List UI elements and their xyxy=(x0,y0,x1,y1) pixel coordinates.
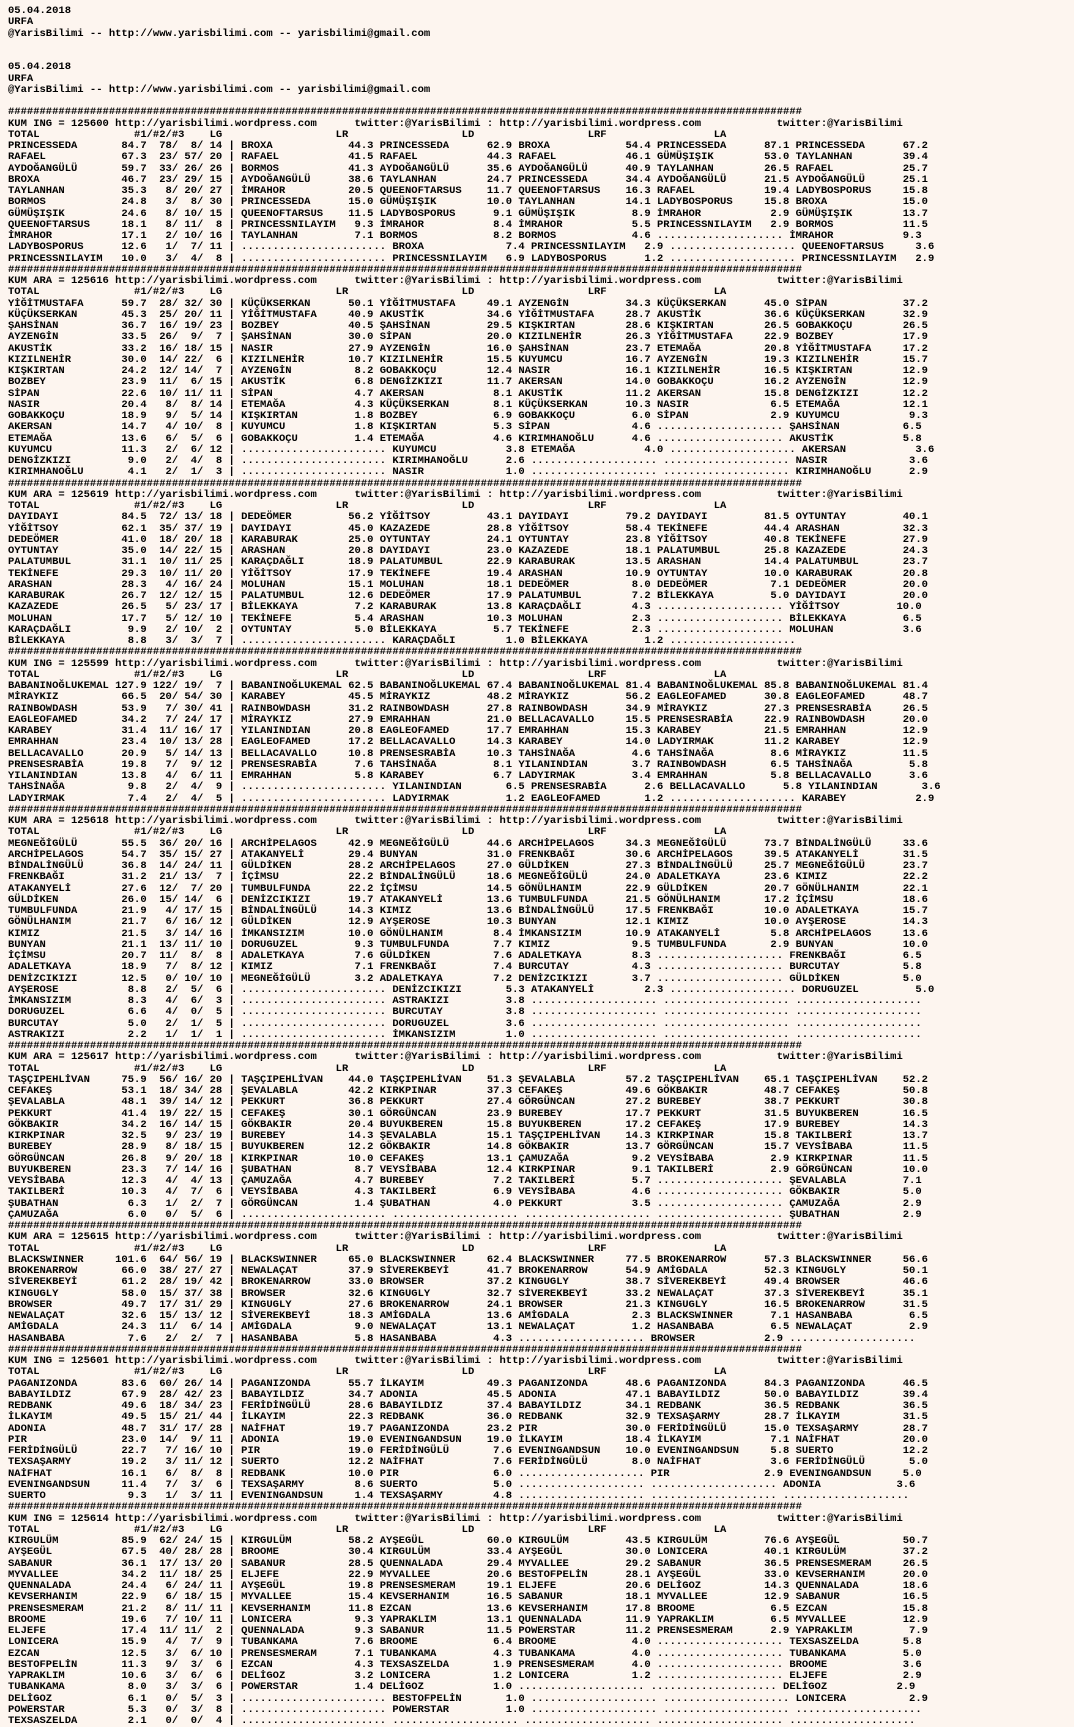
table-row: ASTRAKIZI 2.2 1/ 1/ 1 | ....................... İMKANSIZIM 1.0 .................... .................... .................... xyxy=(8,1028,922,1041)
table-row: POWERSTAR 5.3 0/ 3/ 8 | ....................... POWERSTAR 1.0 .................... .................... .................... xyxy=(8,1703,922,1716)
table-row: ŞEVALABLA 48.1 39/ 14/ 12 | PEKKURT 36.8 PEKKURT 27.4 GÖRGÜNCAN 27.2 BUREBEY 38.7 PEKKURT 30.8 xyxy=(8,1096,928,1109)
table-row: EZCAN 12.5 3/ 6/ 10 | PRENSESMERAM 7.1 TUBANKAMA 4.3 TUBANKAMA 4.0 .................... TUBANKAMA 5.0 xyxy=(8,1647,922,1660)
table-row: HASANBABA 7.6 2/ 2/ 7 | HASANBABA 5.8 HASANBABA 4.3 .................... BROWSER 2.9 .................... xyxy=(8,1332,916,1345)
table-row: GOBAKKOÇU 18.9 9/ 5/ 14 | KIŞKIRTAN 1.8 BOZBEY 6.9 GOBAKKOÇU 6.0 SİPAN 2.9 KUYUMCU 9.3 xyxy=(8,410,928,422)
table-row: TEXSAŞARMY 19.2 3/ 11/ 12 | SUERTO 12.2 NAİFHAT 7.6 FERİDİNGÜLÜ 8.0 NAİFHAT 3.6 FERİDİNGÜLÜ 5.0 xyxy=(8,1456,928,1469)
table-row: KAZAZEDE 26.5 5/ 23/ 17 | BİLEKKAYA 7.2 KARABURAK 13.8 KARAÇDAĞLI 4.3 .................... YİĞİTSOY 10.0 xyxy=(8,601,922,614)
table-row: BELLACAVALLO 20.9 5/ 14/ 13 | BELLACAVALLO 10.8 PRENSESRABİA 10.3 TAHSİNAĞA 4.6 TAHSİNAĞA 8.6 MİRAYKIZ 11.5 xyxy=(8,747,928,760)
table-row: SİVEREKBEYİ 61.2 28/ 19/ 42 | BROKENARROW 33.0 BROWSER 37.2 KINGUGLY 38.7 SİVEREKBEYİ 49.4 BROWSER 46.6 xyxy=(8,1276,928,1289)
table-row: TEKİNEFE 29.3 10/ 11/ 20 | YİĞİTSOY 17.9 TEKİNEFE 19.4 ARASHAN 10.9 OYTUNTAY 10.0 KARABURAK 20.8 xyxy=(8,567,928,580)
header-line: URFA xyxy=(8,72,34,85)
table-row: EVENINGANDSUN 11.4 7/ 3/ 6 | TEXSAŞARMY 8.6 SUERTO 5.0 .................... .................... ADONIA 3.6 xyxy=(8,1478,916,1491)
table-row: GÖKBAKIR 34.2 16/ 14/ 15 | GÖKBAKIR 20.4 BUYUKBEREN 15.8 BUYUKBEREN 17.2 CEFAKEŞ 17.9 BUREBEY 14.3 xyxy=(8,1118,928,1131)
table-row: ŞAHSİNAN 36.7 16/ 19/ 23 | BOZBEY 40.5 ŞAHSİNAN 29.5 KIŞKIRTAN 28.6 KIŞKIRTAN 26.5 GOBAKKOÇU 26.5 xyxy=(8,320,928,332)
table-row: YİĞİTMUSTAFA 59.7 28/ 32/ 30 | KÜÇÜKSERKAN 50.1 YİĞİTMUSTAFA 49.1 AYZENGİN 34.3 KÜÇÜKSERKAN 45.0 SİPAN 37.2 xyxy=(8,297,928,310)
table-row: PALATUMBUL 31.1 10/ 11/ 25 | KARAÇDAĞLI 18.9 PALATUMBUL 22.9 KARABURAK 13.5 ARASHAN 14.4 PALATUMBUL 23.7 xyxy=(8,556,928,569)
table-row: FRENKBAĞI 31.2 21/ 13/ 7 | İÇİMSU 22.2 BİNDALİNGÜLÜ 18.6 MEGNEĞİGÜLÜ 24.0 ADALETKAYA 23.6 KIMIZ 22.2 xyxy=(8,871,928,884)
column-header: TOTAL #1/#2/#3 LG LR LD LRF LA xyxy=(8,668,727,681)
table-row: MEGNEĞİGÜLÜ 55.5 36/ 20/ 16 | ARCHİPELAGOS 42.9 MEGNEĞİGÜLÜ 44.6 ARCHİPELAGOS 34.3 MEGNEĞİGÜLÜ 73.7 BİNDALİNGÜLÜ 33.6 xyxy=(8,837,928,850)
table-row: ÇAMUZAĞA 6.0 0/ 5/ 6 | ....................... .................... .................... .................... ŞUBATHAN 2.9 xyxy=(8,1208,922,1221)
table-row: BUREBEY 28.9 8/ 18/ 15 | BUYUKBEREN 12.2 GÖKBAKIR 14.8 GÖKBAKIR 13.7 GÖRGÜNCAN 15.7 VEYSİBABA 11.5 xyxy=(8,1141,928,1154)
table-row: TAYLANHAN 35.3 8/ 20/ 27 | İMRAHOR 20.5 QUEENOFTARSUS 11.7 QUEENOFTARSUS 16.3 RAFAEL 19.4 LADYBOSPORUS 15.8 xyxy=(8,185,928,197)
table-row: BİLEKKAYA 8.8 3/ 3/ 7 | ....................... KARAÇDAĞLI 1.0 BİLEKKAYA 1.2 .................... xyxy=(8,635,796,647)
column-header: TOTAL #1/#2/#3 LG LR LD LRF LA xyxy=(8,286,727,299)
table-row: İMKANSIZIM 8.3 4/ 6/ 3 | ....................... ASTRAKIZI 3.8 .................... .................... .................... xyxy=(8,995,922,1007)
table-row: BLACKSWINNER 101.6 64/ 56/ 19 | BLACKSWINNER 65.0 BLACKSWINNER 62.4 BLACKSWINNER 77.5 BROKENARROW 57.3 BLACKSWINNER 56.6 xyxy=(8,1253,928,1266)
table-row: REDBANK 49.6 18/ 34/ 23 | FERİDİNGÜLÜ 28.6 BABAYILDIZ 37.4 BABAYILDIZ 34.1 REDBANK 36.5 REDBANK 36.5 xyxy=(8,1400,928,1412)
table-row: LADYBOSPORUS 12.6 1/ 7/ 11 | ....................... BROXA 7.4 PRINCESSNILAYIM 2.9 .................... QUEENOFTARSUS 3.6 xyxy=(8,241,935,254)
header-line: @YarisBilimi -- http://www.yarisbilimi.com -- yarisbilimi@gmail.com xyxy=(8,83,431,96)
column-header: TOTAL #1/#2/#3 LG LR LD LRF LA xyxy=(8,1062,727,1075)
table-row: SABANUR 36.1 17/ 13/ 20 | SABANUR 28.5 QUENNALADA 29.4 MYVALLEE 29.2 SABANUR 36.5 PRENSESMERAM 26.5 xyxy=(8,1557,928,1570)
table-row: DORUGUZEL 6.6 4/ 0/ 5 | ....................... BURCUTAY 3.8 .................... .................... .................... xyxy=(8,1006,922,1019)
table-row: BROWSER 49.7 17/ 31/ 29 | KINGUGLY 27.6 BROKENARROW 24.1 BROWSER 21.3 KINGUGLY 16.5 BROKENARROW 31.5 xyxy=(8,1298,928,1311)
table-row: TAHSİNAĞA 9.8 2/ 4/ 9 | ....................... YILANINDIAN 6.5 PRENSESRABİA 2.6 BELLACAVALLO 5.8 YILANINDIAN 3.6 xyxy=(8,781,941,794)
table-row: GÖRGÜNCAN 26.8 9/ 20/ 18 | KIRKPINAR 10.0 CEFAKEŞ 13.1 ÇAMUZAĞA 9.2 VEYSİBABA 2.9 KIRKPINAR 11.5 xyxy=(8,1152,928,1165)
table-row: BABAYILDIZ 67.9 28/ 42/ 23 | BABAYILDIZ 34.7 ADONIA 45.5 ADONIA 47.1 BABAYILDIZ 50.0 BABAYILDIZ 39.4 xyxy=(8,1388,928,1401)
table-row: RAINBOWDASH 53.9 7/ 30/ 41 | RAINBOWDASH 31.2 RAINBOWDASH 27.8 RAINBOWDASH 34.9 MİRAYKIZ 27.3 PRENSESRABİA 26.5 xyxy=(8,702,928,715)
table-row: KIRIMHANOĞLU 4.1 2/ 1/ 3 | ....................... NASIR 1.0 .................... .................... KIRIMHANOĞLU 2.9 xyxy=(8,466,928,479)
table-row: BUNYAN 21.1 13/ 11/ 10 | DORUGUZEL 9.3 TUMBULFUNDA 7.7 KIMIZ 9.5 TUMBULFUNDA 2.9 BUNYAN 10.0 xyxy=(8,938,928,951)
table-row: BORMOS 24.8 3/ 8/ 30 | PRINCESSEDA 15.0 GÜMÜŞIŞIK 10.0 TAYLANHAN 14.1 LADYBOSPORUS 15.8 BROXA 15.0 xyxy=(8,196,928,209)
table-row: TAŞÇIPEHLİVAN 75.9 56/ 16/ 20 | TAŞÇIPEHLİVAN 44.0 TAŞÇIPEHLİVAN 51.3 ŞEVALABLA 57.2 TAŞÇIPEHLİVAN 65.1 TAŞÇIPEHLİVAN 52.2 xyxy=(8,1073,928,1086)
section-separator: ############################################################################################################################## xyxy=(8,106,802,119)
table-row: KIZILNEHİR 30.0 14/ 22/ 6 | KIZILNEHİR 10.7 KIZILNEHİR 15.5 KUYUMCU 16.7 AYZENGİN 19.3 KIZILNEHİR 15.7 xyxy=(8,353,928,366)
table-row: KIRGULÜM 85.9 62/ 24/ 15 | KIRGULÜM 58.2 AYŞEGÜL 60.0 KIRGULÜM 43.5 KIRGULÜM 76.6 AYŞEGÜL 50.7 xyxy=(8,1535,928,1547)
table-row: PRENSESRABİA 19.8 7/ 9/ 12 | PRENSESRABİA 7.6 TAHSİNAĞA 8.1 YILANINDIAN 3.7 RAINBOWDASH 6.5 TAHSİNAĞA 5.8 xyxy=(8,758,928,771)
section-separator: ############################################################################################################################## xyxy=(8,1040,802,1052)
table-row: AKUSTİK 33.2 16/ 18/ 15 | NASIR 27.9 AYZENGİN 16.0 ŞAHSİNAN 23.7 ETEMAĞA 20.8 YİĞİTMUSTAFA 17.2 xyxy=(8,342,928,355)
table-row: KIŞKIRTAN 24.2 12/ 14/ 7 | AYZENGİN 8.2 GOBAKKOÇU 12.4 NASIR 16.1 KIZILNEHİR 16.5 KIŞKIRTAN 12.9 xyxy=(8,365,928,377)
table-row: ŞUBATHAN 6.3 1/ 2/ 7 | GÖRGÜNCAN 1.4 ŞUBATHAN 4.0 PEKKURT 3.5 .................... ÇAMUZAĞA 2.9 xyxy=(8,1197,922,1210)
section-separator: ############################################################################################################################## xyxy=(8,477,802,490)
table-row: TUMBULFUNDA 21.9 4/ 17/ 15 | BİNDALİNGÜLÜ 14.3 KIMIZ 13.6 BİNDALİNGÜLÜ 17.5 FRENKBAĞI 10.0 ADALETKAYA 15.7 xyxy=(8,905,928,917)
table-row: MİRAYKIZ 66.5 20/ 54/ 30 | KARABEY 45.5 MİRAYKIZ 48.2 MİRAYKIZ 56.2 EAGLEOFAMED 30.8 EAGLEOFAMED 48.7 xyxy=(8,691,928,704)
column-header: TOTAL #1/#2/#3 LG LR LD LRF LA xyxy=(8,826,727,839)
table-row: BOZBEY 23.9 11/ 6/ 15 | AKUSTİK 6.8 DENGİZKIZI 11.7 AKERSAN 14.0 GOBAKKOÇU 16.2 AYZENGİN 12.9 xyxy=(8,376,928,389)
race-header: KUM ING = 125601 http://yarisbilimi.wordpress.com twitter:@YarisBilimi : http://yarisbilimi.wordpress.com twitter:@YarisBilimi xyxy=(8,1355,903,1367)
table-row: KÜÇÜKSERKAN 45.3 25/ 20/ 11 | YİĞİTMUSTAFA 40.9 AKUSTİK 34.6 YİĞİTMUSTAFA 28.7 AKUSTİK 36.6 KÜÇÜKSERKAN 32.9 xyxy=(8,308,928,321)
table-row: ETEMAĞA 13.6 6/ 5/ 6 | GOBAKKOÇU 1.4 ETEMAĞA 4.6 KIRIMHANOĞLU 4.6 .................... AKUSTİK 5.8 xyxy=(8,432,922,445)
table-row: QUEENOFTARSUS 18.1 8/ 11/ 8 | PRINCESSNILAYIM 9.3 İMRAHOR 8.4 İMRAHOR 5.5 PRINCESSNILAYIM 2.9 BORMOS 11.5 xyxy=(8,218,928,231)
section-separator: ############################################################################################################################## xyxy=(8,1501,802,1514)
table-row: DENİZCIKIZI 12.5 0/ 10/ 10 | MEGNEĞİGÜLÜ 3.2 ADALETKAYA 7.2 DENİZCIKIZI 3.7 .................... GÜLDİKEN 5.0 xyxy=(8,972,922,985)
race-header: KUM ARA = 125618 http://yarisbilimi.wordpress.com twitter:@YarisBilimi : http://yarisbilimi.wordpress.com twitter:@YarisBilimi xyxy=(8,815,903,827)
table-row: EMRAHHAN 23.4 10/ 13/ 28 | EAGLEOFAMED 17.2 BELLACAVALLO 14.3 KARABEY 14.0 LADYIRMAK 11.2 KARABEY 12.9 xyxy=(8,736,928,749)
race-header: KUM ARA = 125619 http://yarisbilimi.wordpress.com twitter:@YarisBilimi : http://yarisbilimi.wordpress.com twitter:@YarisBilimi xyxy=(8,488,903,501)
table-row: CEFAKEŞ 53.1 18/ 34/ 28 | ŞEVALABLA 42.2 KIRKPINAR 37.3 CEFAKEŞ 49.6 GÖKBAKIR 48.7 CEFAKEŞ 50.8 xyxy=(8,1085,928,1097)
table-row: YILANINDIAN 13.8 4/ 6/ 11 | EMRAHHAN 5.8 KARABEY 6.7 LADYIRMAK 3.4 EMRAHHAN 5.8 BELLACAVALLO 3.6 xyxy=(8,770,928,782)
table-row: DENGİZKIZI 9.0 2/ 4/ 8 | ....................... KIRIMHANOĞLU 2.6 .................... .................... NASIR 3.6 xyxy=(8,455,928,467)
column-header: TOTAL #1/#2/#3 LG LR LD LRF LA xyxy=(8,1366,727,1379)
table-row: PIR 23.0 14/ 9/ 11 | ADONIA 19.0 EVENINGANDSUN 19.0 İLKAYIM 18.4 İLKAYIM 7.1 NAİFHAT 20.0 xyxy=(8,1433,928,1446)
table-row: ELJEFE 17.4 11/ 11/ 2 | QUENNALADA 9.3 SABANUR 11.5 POWERSTAR 11.2 PRENSESMERAM 2.9 YAPRAKLIM 7.9 xyxy=(8,1625,928,1637)
table-row: GÜMÜŞIŞIK 24.6 8/ 10/ 15 | QUEENOFTARSUS 11.5 LADYBOSPORUS 9.1 GÜMÜŞIŞIK 8.9 İMRAHOR 2.9 GÜMÜŞIŞIK 13.7 xyxy=(8,207,928,220)
table-row: PRENSESMERAM 21.2 8/ 11/ 11 | KEVSERHANIM 11.8 EZCAN 13.6 KEVSERHANIM 17.8 BROOME 6.5 EZCAN 15.8 xyxy=(8,1602,928,1615)
table-row: AYŞEGÜL 67.5 40/ 28/ 28 | BROOME 30.4 KIRGULÜM 33.4 AYŞEGÜL 30.0 LONICERA 40.1 KIRGULÜM 37.2 xyxy=(8,1546,928,1559)
column-header: TOTAL #1/#2/#3 LG LR LD LRF LA xyxy=(8,1242,727,1255)
section-separator: ############################################################################################################################## xyxy=(8,803,802,816)
table-row: DAYIDAYI 84.5 72/ 13/ 18 | DEDEÖMER 56.2 YİĞİTSOY 43.1 DAYIDAYI 79.2 DAYIDAYI 81.5 OYTUNTAY 40.1 xyxy=(8,511,928,524)
table-row: KUYUMCU 11.3 2/ 6/ 12 | ....................... KUYUMCU 3.8 ETEMAĞA 4.0 .................... AKERSAN 3.6 xyxy=(8,443,935,456)
table-row: İMRAHOR 17.1 2/ 10/ 16 | TAYLANHAN 7.1 BORMOS 8.2 BORMOS 4.6 .................... İMRAHOR 9.3 xyxy=(8,230,922,242)
table-row: LADYIRMAK 7.4 2/ 4/ 5 | ....................... LADYIRMAK 1.2 EAGLEOFAMED 1.2 .................... KARABEY 2.9 xyxy=(8,792,935,805)
table-row: İÇİMSU 20.7 11/ 8/ 8 | ADALETKAYA 7.6 GÜLDİKEN 7.6 ADALETKAYA 8.3 .................... FRENKBAĞI 6.5 xyxy=(8,950,922,962)
table-row: BURCUTAY 5.0 2/ 1/ 5 | ....................... DORUGUZEL 3.6 .................... .................... .................... xyxy=(8,1017,922,1030)
table-row: YİĞİTSOY 62.1 35/ 37/ 19 | DAYIDAYI 45.0 KAZAZEDE 28.8 YİĞİTSOY 58.4 TEKİNEFE 44.4 ARASHAN 32.3 xyxy=(8,522,928,535)
table-row: PAGANIZONDA 83.6 60/ 26/ 14 | PAGANIZONDA 55.7 İLKAYIM 49.3 PAGANIZONDA 48.6 PAGANIZONDA 84.3 PAGANIZONDA 46.5 xyxy=(8,1377,928,1390)
table-row: KINGUGLY 58.0 15/ 37/ 38 | BROWSER 32.6 KINGUGLY 32.7 SİVEREKBEYİ 33.2 NEWALAÇAT 37.3 SİVEREKBEYİ 35.1 xyxy=(8,1287,928,1300)
table-row: YAPRAKLIM 10.6 3/ 6/ 6 | DELİGOZ 3.2 LONICERA 1.2 LONICERA 1.2 .................... ELJEFE 2.9 xyxy=(8,1670,922,1682)
table-row: KARABURAK 26.7 12/ 12/ 15 | PALATUMBUL 12.6 DEDEÖMER 17.9 PALATUMBUL 7.2 BİLEKKAYA 5.0 DAYIDAYI 20.0 xyxy=(8,590,928,602)
race-header: KUM ING = 125614 http://yarisbilimi.wordpress.com twitter:@YarisBilimi : http://yarisbilimi.wordpress.com twitter:@YarisBilimi xyxy=(8,1512,903,1525)
race-header: KUM ARA = 125616 http://yarisbilimi.wordpress.com twitter:@YarisBilimi : http://yarisbilimi.wordpress.com twitter:@YarisBilimi xyxy=(8,275,903,287)
table-row: RAFAEL 67.3 23/ 57/ 20 | RAFAEL 41.5 RAFAEL 44.3 RAFAEL 46.1 GÜMÜŞIŞIK 53.0 TAYLANHAN 39.4 xyxy=(8,151,928,164)
table-row: ADALETKAYA 18.9 7/ 8/ 12 | KIMIZ 7.1 FRENKBAĞI 7.4 BURCUTAY 4.3 .................... BURCUTAY 5.8 xyxy=(8,961,922,974)
table-row: LONICERA 15.9 4/ 7/ 9 | TUBANKAMA 7.6 BROOME 6.4 BROOME 4.0 .................... TEXSASZELDA 5.8 xyxy=(8,1636,922,1649)
table-row: BABANINOĞLUKEMAL 127.9 122/ 19/ 7 | BABANINOĞLUKEMAL 62.5 BABANINOĞLUKEMAL 67.4 BABANINOĞLUKEMAL 81.4 BABANINOĞLUKEMAL 85.8 BABANINOĞLUKEMAL 81.4 xyxy=(8,680,928,692)
table-row: ATAKANYELİ 27.6 12/ 7/ 20 | TUMBULFUNDA 22.2 İÇİMSU 14.5 GÖNÜLHANIM 22.9 GÜLDİKEN 20.7 GÖNÜLHANIM 22.1 xyxy=(8,882,928,895)
table-row: TUBANKAMA 8.0 3/ 3/ 6 | POWERSTAR 1.4 DELİGOZ 1.0 .................... .................... DELİGOZ 2.9 xyxy=(8,1681,916,1694)
section-separator: ############################################################################################################################## xyxy=(8,646,802,659)
table-row: VEYSİBABA 12.3 4/ 4/ 13 | ÇAMUZAĞA 4.7 BUREBEY 7.2 TAKILBERİ 5.7 .................... ŞEVALABLA 7.1 xyxy=(8,1175,922,1187)
race-header: KUM ING = 125600 http://yarisbilimi.wordpress.com twitter:@YarisBilimi : http://yarisbilimi.wordpress.com twitter:@YarisBilimi xyxy=(8,117,903,130)
header-line: @YarisBilimi -- http://www.yarisbilimi.com -- yarisbilimi@gmail.com xyxy=(8,27,431,40)
table-row: KARAÇDAĞLI 9.9 2/ 10/ 2 | OYTUNTAY 5.0 BİLEKKAYA 5.7 TEKİNEFE 2.3 .................... MOLUHAN 3.6 xyxy=(8,623,922,636)
column-header: TOTAL #1/#2/#3 LG LR LD LRF LA xyxy=(8,128,727,141)
table-row: BROKENARROW 66.0 38/ 27/ 27 | NEWALAÇAT 37.9 SİVEREKBEYİ 41.7 BROKENARROW 54.9 AMİGDALA 52.3 KINGUGLY 50.1 xyxy=(8,1265,928,1277)
section-separator: ############################################################################################################################## xyxy=(8,1220,802,1232)
table-row: KARABEY 31.4 11/ 16/ 17 | YILANINDIAN 20.8 EAGLEOFAMED 17.7 EMRAHHAN 15.3 KARABEY 21.5 EMRAHHAN 12.9 xyxy=(8,725,928,737)
table-row: GÖNÜLHANIM 21.7 6/ 16/ 12 | GÜLDİKEN 12.9 AYŞEROSE 10.3 BUNYAN 12.1 KIMIZ 10.0 AYŞEROSE 14.3 xyxy=(8,916,928,929)
table-row: EAGLEOFAMED 34.2 7/ 24/ 17 | MİRAYKIZ 27.9 EMRAHHAN 21.0 BELLACAVALLO 15.5 PRENSESRABİA 22.9 RAINBOWDASH 20.0 xyxy=(8,713,928,726)
table-row: BROXA 46.7 23/ 29/ 15 | AYDOĞANGÜLÜ 38.6 TAYLANHAN 24.7 PRINCESSEDA 34.4 AYDOĞANGÜLÜ 21.5 AYDOĞANGÜLÜ 25.1 xyxy=(8,173,928,186)
table-row: KIMIZ 21.5 3/ 14/ 16 | İMKANSIZIM 10.0 GÖNÜLHANIM 8.4 İMKANSIZIM 10.9 ATAKANYELİ 5.8 ARCHİPELAGOS 13.6 xyxy=(8,927,928,940)
table-row: MYVALLEE 34.2 11/ 18/ 25 | ELJEFE 22.9 MYVALLEE 20.6 BESTOFPELİN 28.1 AYŞEGÜL 33.0 KEVSERHANIM 20.0 xyxy=(8,1568,928,1581)
table-row: DELİGOZ 6.1 0/ 5/ 3 | ....................... BESTOFPELİN 1.0 .................... .................... LONICERA 2.9 xyxy=(8,1692,928,1705)
table-row: BESTOFPELİN 11.3 9/ 3/ 6 | EZCAN 4.3 TEXSASZELDA 1.9 PRENSESMERAM 4.0 .................... BROOME 3.6 xyxy=(8,1658,922,1671)
table-row: DEDEÖMER 41.0 18/ 20/ 18 | KARABURAK 25.0 OYTUNTAY 24.1 OYTUNTAY 23.8 YİĞİTSOY 40.8 TEKİNEFE 27.9 xyxy=(8,533,928,546)
table-row: ADONIA 48.7 31/ 17/ 28 | NAİFHAT 19.7 PAGANIZONDA 23.2 PIR 30.0 FERİDİNGÜLÜ 15.0 TEXSAŞARMY 28.7 xyxy=(8,1422,928,1435)
table-row: PRINCESSNILAYIM 10.0 3/ 4/ 8 | ....................... PRINCESSNILAYIM 6.9 LADYBOSPORUS 1.2 .................... PRINCESSNILAYIM 2.9 xyxy=(8,252,935,265)
table-row: SİPAN 22.6 10/ 11/ 11 | SİPAN 4.7 AKERSAN 8.1 AKUSTİK 11.2 AKERSAN 15.8 DENGİZKIZI 12.2 xyxy=(8,387,928,400)
table-row: OYTUNTAY 35.0 14/ 22/ 15 | ARASHAN 20.8 DAYIDAYI 23.0 KAZAZEDE 18.1 PALATUMBUL 25.8 KAZAZEDE 24.3 xyxy=(8,545,928,557)
section-separator: ############################################################################################################################## xyxy=(8,1343,802,1356)
race-header: KUM ARA = 125615 http://yarisbilimi.wordpress.com twitter:@YarisBilimi : http://yarisbilimi.wordpress.com twitter:@YarisBilimi xyxy=(8,1231,903,1244)
header-line: 05.04.2018 xyxy=(8,5,72,17)
table-row: MOLUHAN 17.7 5/ 12/ 10 | TEKİNEFE 5.4 ARASHAN 10.3 MOLUHAN 2.3 .................... BİLEKKAYA 6.5 xyxy=(8,612,922,625)
header-line xyxy=(8,40,1050,51)
table-row: QUENNALADA 24.4 6/ 24/ 11 | AYŞEGÜL 19.8 PRENSESMERAM 19.1 ELJEFE 20.6 DELİGOZ 14.3 QUENNALADA 18.6 xyxy=(8,1580,928,1592)
column-header: TOTAL #1/#2/#3 LG LR LD LRF LA xyxy=(8,500,727,512)
table-row: BİNDALİNGÜLÜ 36.8 14/ 24/ 11 | GÜLDİKEN 28.2 ARCHİPELAGOS 27.0 GÜLDİKEN 27.3 BİNDALİNGÜLÜ 25.7 MEGNEĞİGÜLÜ 23.7 xyxy=(8,860,928,872)
race-header: KUM ARA = 125617 http://yarisbilimi.wordpress.com twitter:@YarisBilimi : http://yarisbilimi.wordpress.com twitter:@YarisBilimi xyxy=(8,1051,903,1064)
table-row: İLKAYIM 49.5 15/ 21/ 44 | İLKAYIM 22.3 REDBANK 36.0 REDBANK 32.9 TEXSAŞARMY 28.7 İLKAYIM 31.5 xyxy=(8,1411,928,1424)
table-row: KEVSERHANIM 22.9 6/ 18/ 15 | MYVALLEE 15.4 KEVSERHANIM 16.5 SABANUR 18.1 MYVALLEE 12.9 SABANUR 16.5 xyxy=(8,1591,928,1604)
table-row: FERİDİNGÜLÜ 22.7 7/ 16/ 10 | PIR 19.0 FERİDİNGÜLÜ 7.6 EVENINGANDSUN 10.0 EVENINGANDSUN 5.8 SUERTO 12.2 xyxy=(8,1445,928,1457)
table-row: SUERTO 9.3 1/ 3/ 11 | EVENINGANDSUN 1.4 TEXSAŞARMY 4.8 .................... .................... .................... xyxy=(8,1490,910,1502)
table-row: AYDOĞANGÜLÜ 59.7 33/ 26/ 26 | BORMOS 41.3 AYDOĞANGÜLÜ 35.6 AYDOĞANGÜLÜ 40.9 TAYLANHAN 26.5 RAFAEL 25.7 xyxy=(8,162,928,175)
column-header: TOTAL #1/#2/#3 LG LR LD LRF LA xyxy=(8,1523,727,1536)
header-line xyxy=(8,51,1050,62)
table-row: GÜLDİKEN 26.0 15/ 14/ 6 | DENİZCIKIZI 19.7 ATAKANYELİ 13.6 TUMBULFUNDA 21.5 GÖNÜLHANIM 17.2 İÇİMSU 18.6 xyxy=(8,893,928,906)
table-row: PEKKURT 41.4 19/ 22/ 15 | CEFAKEŞ 30.1 GÖRGÜNCAN 23.9 BUREBEY 17.7 PEKKURT 31.5 BUYUKBEREN 16.5 xyxy=(8,1107,928,1120)
table-row: BUYUKBEREN 23.3 7/ 14/ 16 | ŞUBATHAN 8.7 VEYSİBABA 12.4 KIRKPINAR 9.1 TAKILBERİ 2.9 GÖRGÜNCAN 10.0 xyxy=(8,1163,928,1176)
table-row: AYZENGİN 33.5 26/ 9/ 7 | ŞAHSİNAN 30.0 SİPAN 20.0 KIZILNEHİR 26.3 YİĞİTMUSTAFA 22.9 BOZBEY 17.9 xyxy=(8,331,928,344)
table-row: AKERSAN 14.7 4/ 10/ 8 | KUYUMCU 1.8 KIŞKIRTAN 5.3 SİPAN 4.6 .................... ŞAHSİNAN 6.5 xyxy=(8,421,922,434)
table-row: AMİGDALA 24.3 11/ 6/ 14 | AMİGDALA 9.0 NEWALAÇAT 13.1 NEWALAÇAT 1.2 HASANBABA 6.5 NEWALAÇAT 2.9 xyxy=(8,1321,928,1334)
table-row: ARCHİPELAGOS 54.7 35/ 15/ 27 | ATAKANYELİ 29.4 BUNYAN 31.0 FRENKBAĞI 30.6 ARCHİPELAGOS 39.5 ATAKANYELİ 31.5 xyxy=(8,848,928,861)
table-row: NAİFHAT 16.1 6/ 8/ 8 | REDBANK 10.0 PIR 6.0 .................... PIR 2.9 EVENINGANDSUN 5.0 xyxy=(8,1467,922,1480)
table-row: NASIR 20.4 8/ 8/ 14 | ETEMAĞA 4.3 KÜÇÜKSERKAN 8.1 KÜÇÜKSERKAN 10.3 NASIR 6.5 ETEMAĞA 12.1 xyxy=(8,398,928,411)
table-row: AYŞEROSE 8.8 2/ 5/ 6 | ....................... DENİZCIKIZI 5.3 ATAKANYELİ 2.3 .................... DORUGUZEL 5.0 xyxy=(8,983,935,996)
table-row: ARASHAN 28.3 4/ 16/ 24 | MOLUHAN 15.1 MOLUHAN 18.1 DEDEÖMER 8.0 DEDEÖMER 7.1 DEDEÖMER 20.0 xyxy=(8,578,928,591)
table-row: PRINCESSEDA 84.7 78/ 8/ 14 | BROXA 44.3 PRINCESSEDA 62.9 BROXA 54.4 PRINCESSEDA 87.1 PRINCESSEDA 67.2 xyxy=(8,140,928,152)
section-separator: ############################################################################################################################## xyxy=(8,263,802,276)
table-row: TEXSASZELDA 2.1 0/ 0/ 4 | ....................... .................... .................... .................... .................... xyxy=(8,1715,916,1727)
header-line: URFA xyxy=(8,16,34,29)
table-row: TAKILBERİ 10.3 4/ 7/ 6 | VEYSİBABA 4.3 TAKILBERİ 6.9 VEYSİBABA 4.6 .................... GÖKBAKIR 5.0 xyxy=(8,1186,922,1199)
header-line: 05.04.2018 xyxy=(8,61,72,74)
table-row: NEWALAÇAT 32.6 15/ 13/ 12 | SİVEREKBEYİ 18.3 AMİGDALA 13.6 AMİGDALA 2.3 BLACKSWINNER 7.1 HASANBABA 6.5 xyxy=(8,1310,928,1322)
table-row: KIRKPINAR 32.5 9/ 23/ 19 | BUREBEY 14.3 ŞEVALABLA 15.1 TAŞÇIPEHLİVAN 14.3 KIRKPINAR 15.8 TAKILBERİ 13.7 xyxy=(8,1130,928,1142)
table-row: BROOME 19.6 7/ 10/ 11 | LONICERA 9.3 YAPRAKLIM 13.1 QUENNALADA 11.9 YAPRAKLIM 6.5 MYVALLEE 12.9 xyxy=(8,1613,928,1626)
race-header: KUM ING = 125599 http://yarisbilimi.wordpress.com twitter:@YarisBilimi : http://yarisbilimi.wordpress.com twitter:@YarisBilimi xyxy=(8,657,903,670)
